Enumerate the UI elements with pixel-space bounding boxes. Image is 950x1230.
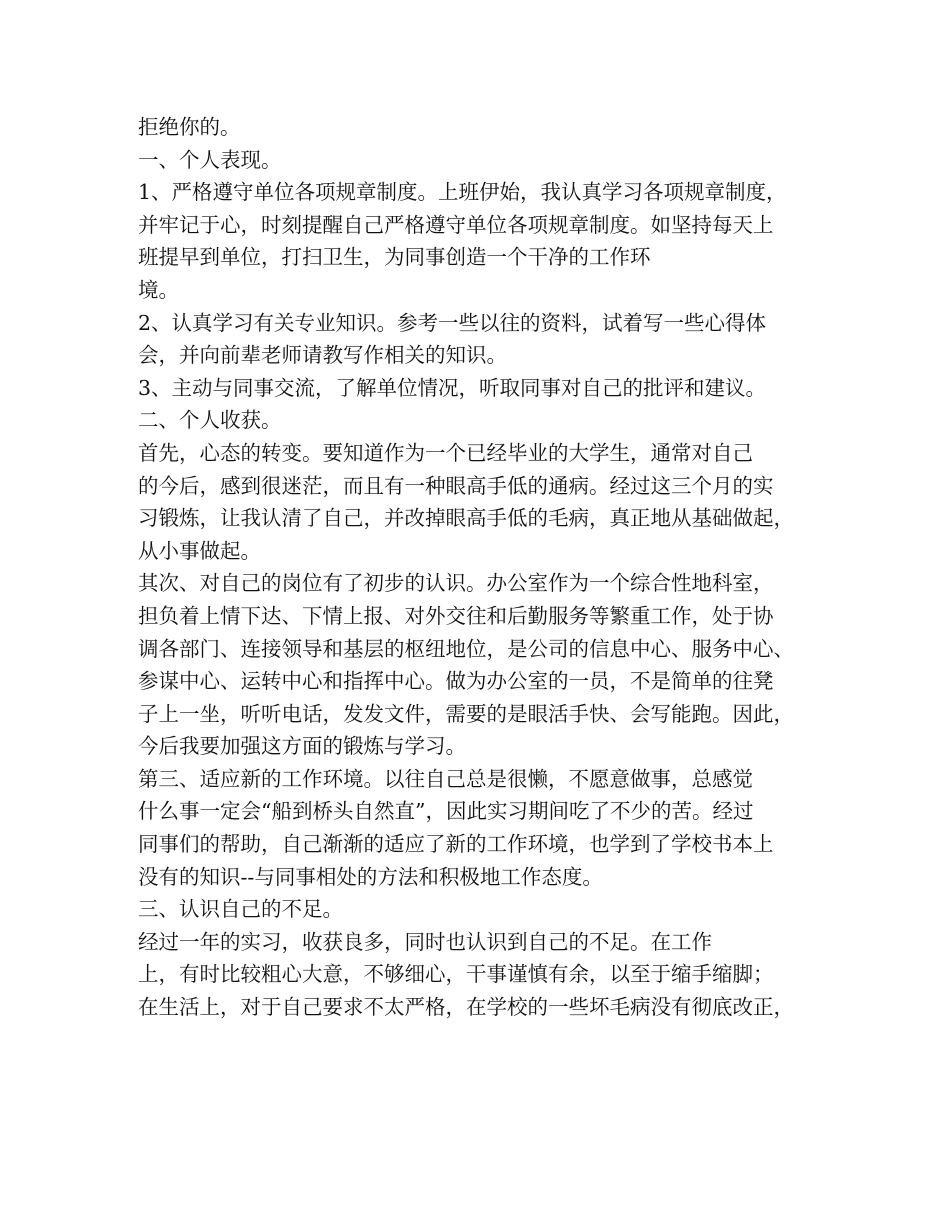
text-line: 什么事一定会“船到桥头自然直”，因此实习期间吃了不少的苦。经过 bbox=[138, 799, 754, 824]
text-line: 在生活上，对于自己要求不太严格，在学校的一些坏毛病没有彻底改正， bbox=[138, 995, 794, 1020]
text-line: 会，并向前辈老师请教写作相关的知识。 bbox=[138, 343, 507, 368]
text-line: 调各部门、连接领导和基层的枢纽地位，是公司的信息中心、服务中心、 bbox=[138, 636, 794, 661]
document-body bbox=[138, 111, 828, 1024]
text-line: 今后我要加强这方面的锻炼与学习。 bbox=[138, 734, 466, 759]
text-line: 参谋中心、运转中心和指挥中心。做为办公室的一员，不是简单的往凳 bbox=[138, 669, 774, 694]
text-line: 上，有时比较粗心大意，不够细心，干事谨慎有余，以至于缩手缩脚； bbox=[138, 962, 774, 987]
text-line: 首先，心态的转变。要知道作为一个已经毕业的大学生，通常对自己 bbox=[138, 440, 753, 465]
text-line: 经过一年的实习，收获良多，同时也认识到自己的不足。在工作 bbox=[138, 929, 712, 954]
section-heading-personal-performance: 一、个人表现。 bbox=[138, 147, 282, 172]
text-line: 从小事做起。 bbox=[138, 538, 261, 563]
text-line: 其次、对自己的岗位有了初步的认识。办公室作为一个综合性地科室， bbox=[138, 571, 774, 596]
text-line: 3、主动与同事交流，了解单位情况，听取同事对自己的批评和建议。 bbox=[138, 375, 767, 400]
text-line: 同事们的帮助，自己渐渐的适应了新的工作环境，也学到了学校书本上 bbox=[138, 832, 774, 857]
text-line: 并牢记于心，时刻提醒自己严格遵守单位各项规章制度。如坚持每天上 bbox=[138, 212, 774, 237]
text-line: 第三、适应新的工作环境。以往自己总是很懒，不愿意做事，总感觉 bbox=[138, 766, 753, 791]
text-line: 班提早到单位，打扫卫生，为同事创造一个干净的工作环 bbox=[138, 245, 651, 270]
section-heading-shortcomings: 三、认识自己的不足。 bbox=[138, 897, 343, 922]
text-line: 的今后，感到很迷茫，而且有一种眼高手低的通病。经过这三个月的实 bbox=[138, 473, 774, 498]
text-line: 习锻炼，让我认清了自己，并改掉眼高手低的毛病，真正地从基础做起， bbox=[138, 506, 794, 531]
text-line: 1、严格遵守单位各项规章制度。上班伊始，我认真学习各项规章制度， bbox=[138, 180, 787, 205]
text-line: 担负着上情下达、下情上报、对外交往和后勤服务等繁重工作，处于协 bbox=[138, 603, 774, 628]
text-line: 子上一坐，听听电话，发发文件，需要的是眼活手快、会写能跑。因此， bbox=[138, 701, 794, 726]
text-line: 境。 bbox=[138, 277, 179, 302]
text-line: 没有的知识--与同事相处的方法和积极地工作态度。 bbox=[138, 864, 603, 889]
section-heading-personal-gains: 二、个人收获。 bbox=[138, 408, 282, 433]
text-line: 拒绝你的。 bbox=[138, 115, 241, 139]
text-line: 2、认真学习有关专业知识。参考一些以往的资料，试着写一些心得体 bbox=[138, 310, 767, 335]
